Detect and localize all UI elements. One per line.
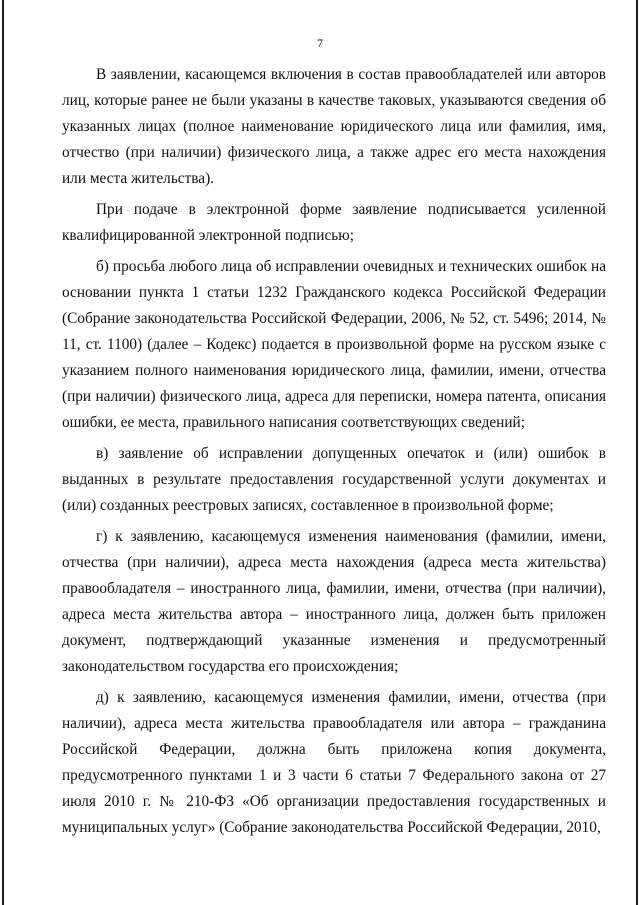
paragraph-item-v: в) заявление об исправлении допущенных опечаток и (или) ошибок в выданных в результате предоставления государственной услуги документах и (или) созданных реестровых записях, составленное в произвольной форме; xyxy=(62,444,606,514)
scan-border-right xyxy=(636,0,638,905)
scan-border-left xyxy=(2,0,4,905)
paragraph-applicants-info: В заявлении, касающемся включения в состав правообладателей или авторов лиц, которые ранее не были указаны в качестве таковых, указываются сведения об указанных лицах (полное наименование юридического лица или фамилия, имя, отчество (при наличии) физического лица, а также адрес его места нахождения или места жительства). xyxy=(62,66,606,188)
page-number: 7 xyxy=(317,36,323,50)
paragraph-item-g: г) к заявлению, касающемуся изменения наименования (фамилии, имени, отчества (при наличии), адреса места нахождения (адреса места жительства) правообладателя – иностранного лица, фамилии, имени, отчества (при наличии), адреса места жительства автора – иностранного лица, должен быть приложен документ, подтверждающий указанные изменения и предусмотренный законодательством государства его происхождения; xyxy=(62,527,606,676)
paragraph-electronic-signature: При подаче в электронной форме заявление подписывается усиленной квалифицированной электронной подписью; xyxy=(62,200,606,245)
paragraph-item-b: б) просьба любого лица об исправлении очевидных и технических ошибок на основании пункта 1 статьи 1232 Гражданского кодекса Российской Федерации (Собрание законодательства Российской Федерации, 2006, № 52, ст. 5496; 2014, № 11, ст. 1100) (далее – Кодекс) подается в произвольной форме на русском языке с указанием полного наименования юридического лица, фамилии, имени, отчества (при наличии) физического лица, адреса для переписки, номера патента, описания ошибки, ее места, правильного написания соответствующих сведений; xyxy=(62,257,606,432)
document-body xyxy=(62,62,606,846)
paragraph-item-d: д) к заявлению, касающемуся изменения фамилии, имени, отчества (при наличии), адреса места жительства правообладателя или автора – гражданина Российской Федерации, должна быть приложена копия документа, предусмотренного пунктами 1 и 3 части 6 статьи 7 Федерального закона от 27 июля 2010 г. № 210-ФЗ «Об организации предоставления государственных и муниципальных услуг» (Собрание законодательства Российской Федерации, 2010, xyxy=(62,688,606,837)
